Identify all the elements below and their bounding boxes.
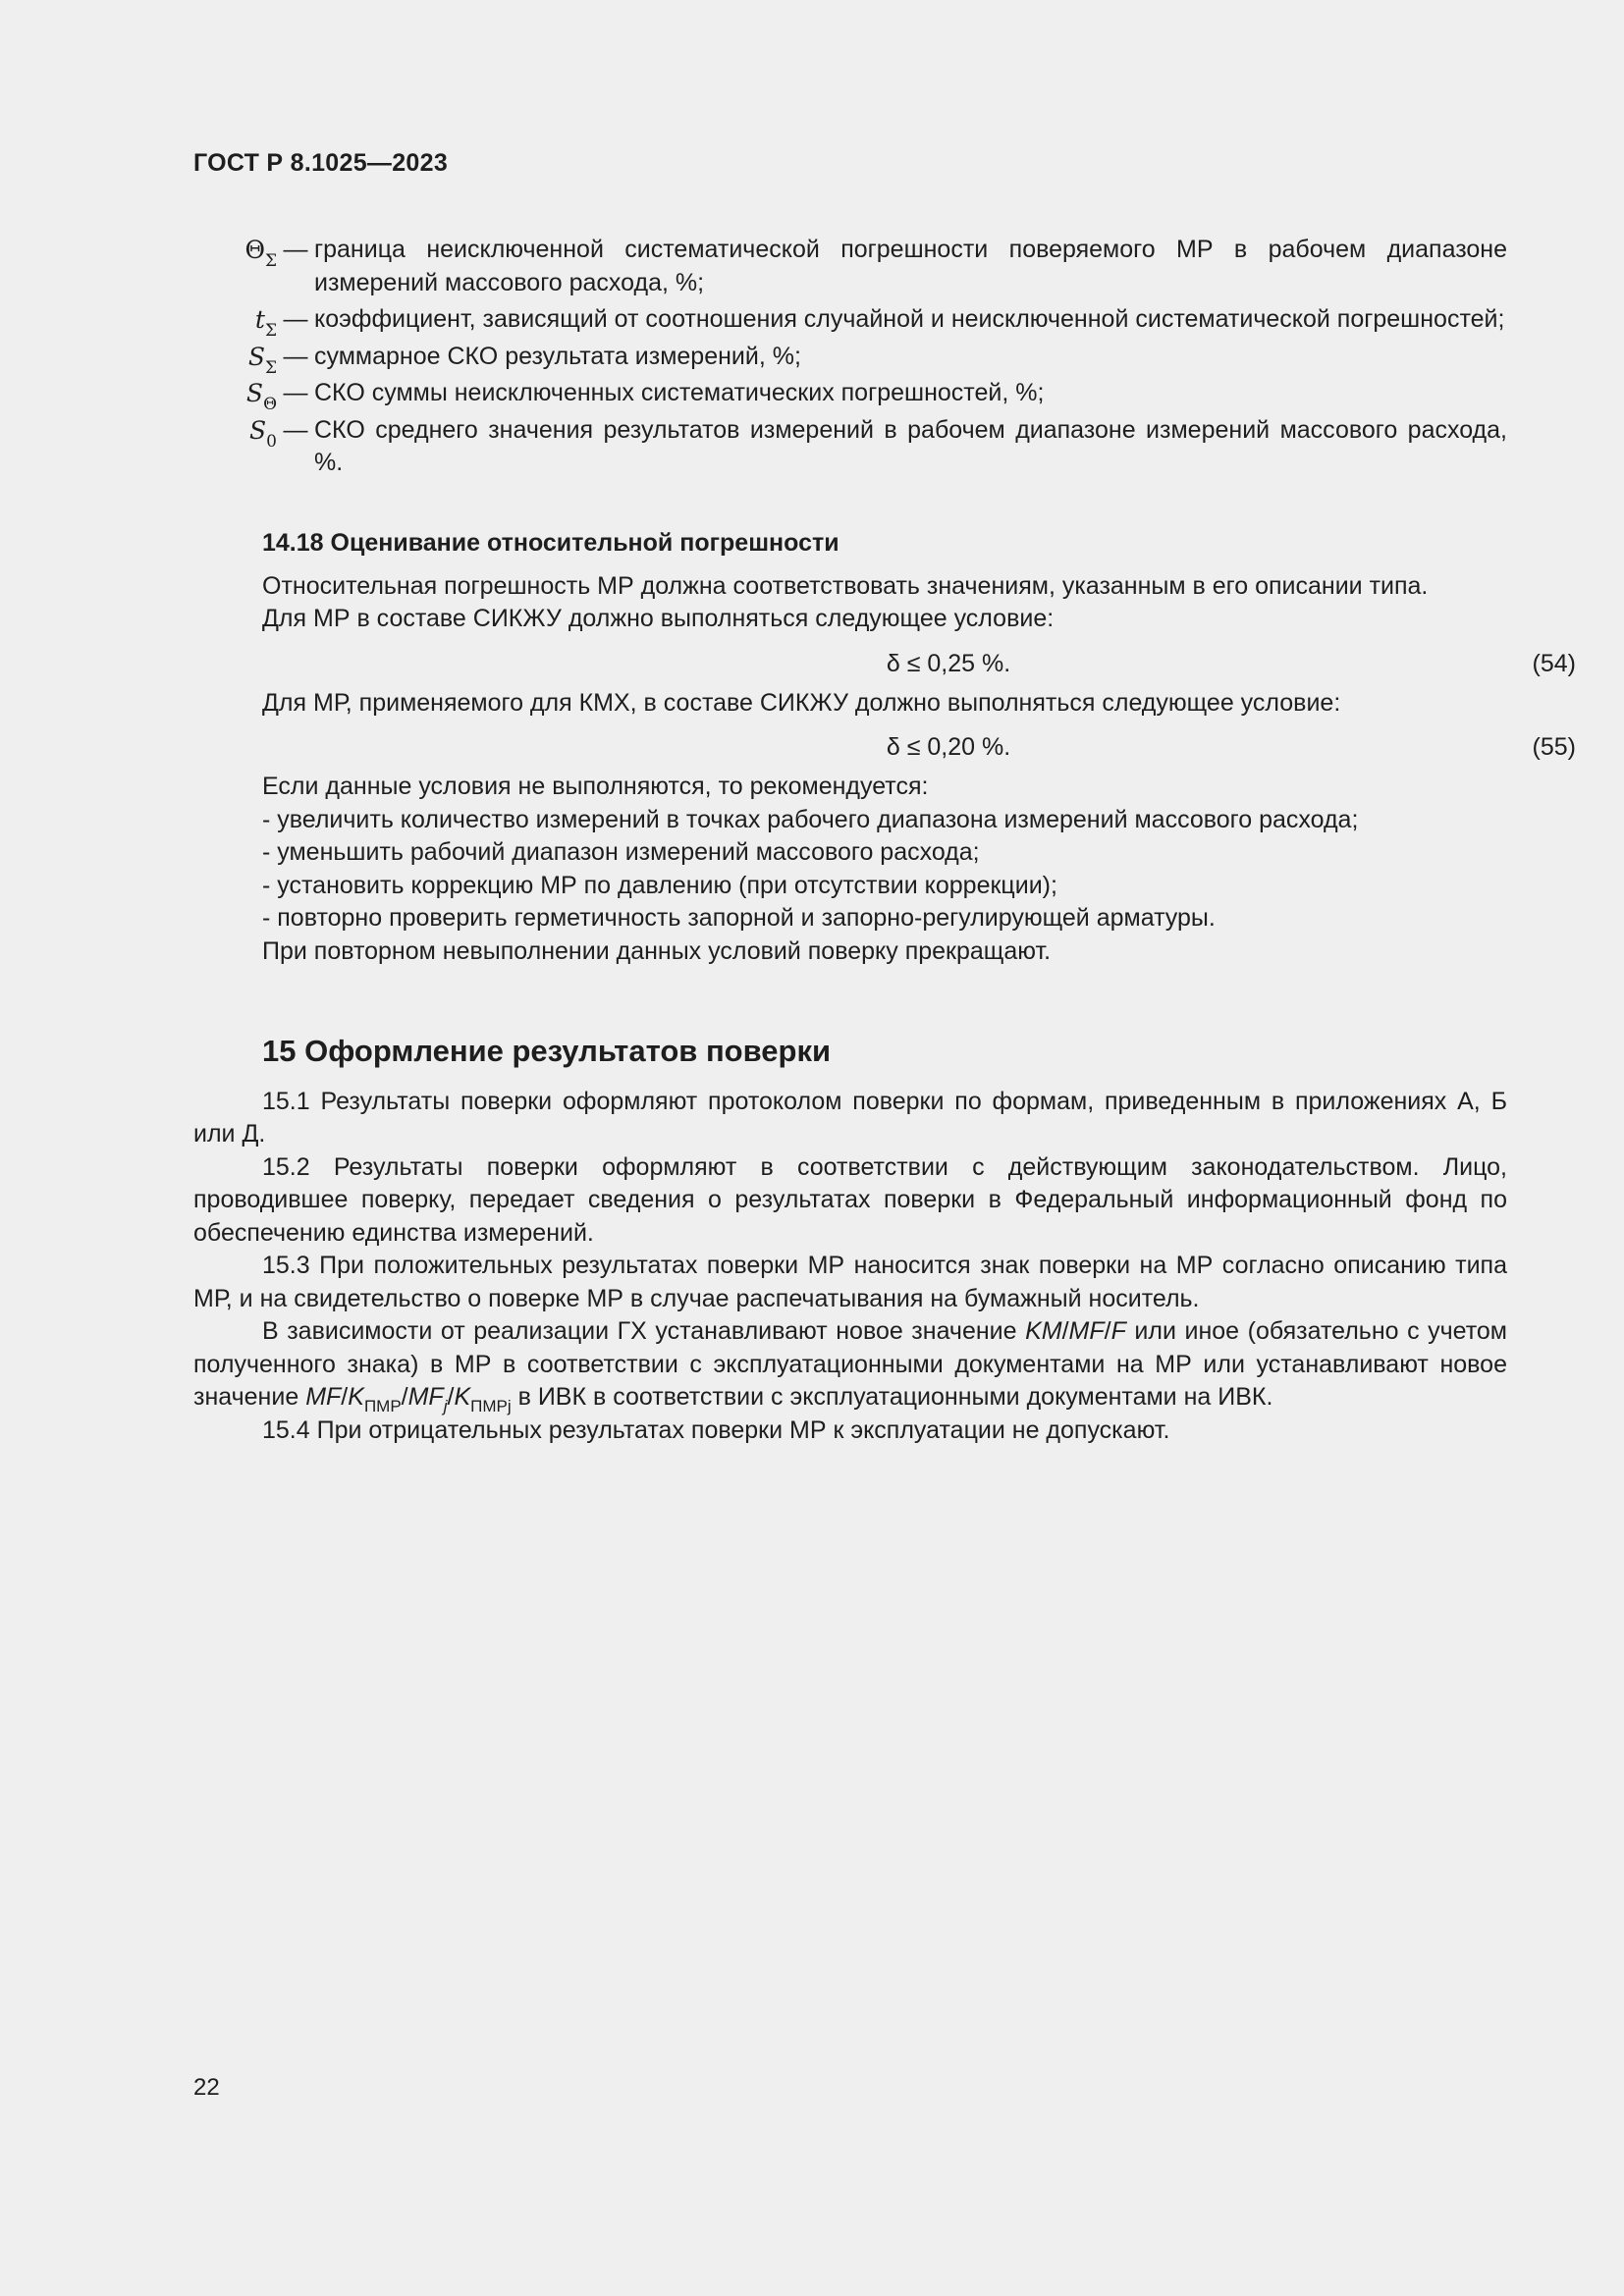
formula-text: δ ≤ 0,25 %. <box>886 649 1011 677</box>
list-item: - установить коррекцию МР по давлению (при отсутствии коррекции); <box>262 871 1057 899</box>
paragraph-15-3: 15.3 При положительных результатах поверки МР наносится знак поверки на МР согласно описанию типа МР, и на свидетельство о поверке МР в случае распечатывания на бумажный носитель. <box>193 1252 1507 1312</box>
paragraph-gx: В зависимости от реализации ГХ устанавливают новое значение KM/MF/F или иное (обязательно с учетом полученного знака) в МР в соответствии с эксплуатационными документами на МР или устанавливают новое значение $MF/K_{ПМР}/MF_j/K_{ПМРj}$ в ИВК в соответствии с эксплуатационными документами на ИВК. <box>193 1317 1507 1415</box>
formula-number: (55) <box>1532 733 1576 761</box>
section-14-18 <box>193 527 1576 968</box>
list-item: Если данные условия не выполняются, то рекомендуется: <box>262 773 929 800</box>
formula-text: δ ≤ 0,20 %. <box>886 733 1011 761</box>
symbol: $S_0$ <box>249 415 277 452</box>
list-item: - повторно проверить герметичность запорной и запорно-регулирующей арматуры. <box>262 904 1216 932</box>
definition-s-theta <box>193 377 1507 414</box>
paragraph: Относительная погрешность МР должна соответствовать значениям, указанным в его описании типа. <box>262 571 1429 600</box>
paragraph-15-2: 15.2 Результаты поверки оформляют в соответствии с действующим законодательством. Лицо, проводившее поверку, передает сведения о результатах поверки в Федеральный информационный фонд по обеспечению единства измерений. <box>193 1152 1507 1247</box>
dash: — <box>283 379 308 406</box>
section-heading: 14.18 Оценивание относительной погрешности <box>262 529 839 557</box>
definition-text: граница неисключенной систематической погрешности поверяемого МР в рабочем диапазоне измерений массового расхода, %; <box>314 236 1507 296</box>
formula-number: (54) <box>1532 649 1576 677</box>
paragraph-15-1: 15.1 Результаты поверки оформляют протоколом поверки по формам, приведенным в приложениях А, Б или Д. <box>193 1087 1507 1148</box>
definition-text: коэффициент, зависящий от соотношения случайной и неисключенной систематической погрешностей; <box>314 305 1505 333</box>
dash: — <box>283 305 308 333</box>
list-item: - увеличить количество измерений в точках рабочего диапазона измерений массового расхода; <box>262 805 1359 833</box>
symbol: $\Theta_\Sigma$ <box>244 236 277 271</box>
dash: — <box>283 415 308 444</box>
definition-s-zero <box>193 414 1507 480</box>
definition-text: суммарное СКО результата измерений, %; <box>314 342 801 370</box>
symbol: $S_\Theta$ <box>245 379 277 414</box>
dash: — <box>283 342 308 370</box>
symbol: $S_\Sigma$ <box>247 342 277 378</box>
definition-text: СКО суммы неисключенных систематических погрешностей, %; <box>314 379 1045 406</box>
document-header: ГОСТ Р 8.1025—2023 <box>193 149 449 177</box>
definition-text: СКО среднего значения результатов измерений в рабочем диапазоне измерений массового расхода, %. <box>314 415 1507 476</box>
recommendations <box>262 771 1576 968</box>
definition-theta-sigma <box>193 234 1507 299</box>
section-heading: 15 Оформление результатов поверки <box>262 1034 832 1068</box>
dash: — <box>283 236 308 263</box>
formula-55 <box>262 731 1576 767</box>
list-item: При повторном невыполнении данных условий поверку прекращают. <box>262 936 1052 965</box>
paragraph: Для МР, применяемого для КМХ, в составе СИКЖУ должно выполняться следующее условие: <box>262 688 1341 717</box>
symbol: $t_\Sigma$ <box>254 305 277 341</box>
definition-t-sigma <box>193 303 1507 341</box>
page-number: 22 <box>193 2074 220 2101</box>
paragraph-15-4: 15.4 При отрицательных результатах поверки МР к эксплуатации не допускают. <box>262 1415 1170 1444</box>
paragraph: Для МР в составе СИКЖУ должно выполняться следующее условие: <box>262 605 1055 632</box>
section-15 <box>193 1035 1507 1447</box>
list-item: - уменьшить рабочий диапазон измерений массового расхода; <box>262 838 980 866</box>
definition-s-sigma <box>193 341 1507 378</box>
symbol-definitions <box>193 234 1507 484</box>
formula-54 <box>262 648 1576 683</box>
